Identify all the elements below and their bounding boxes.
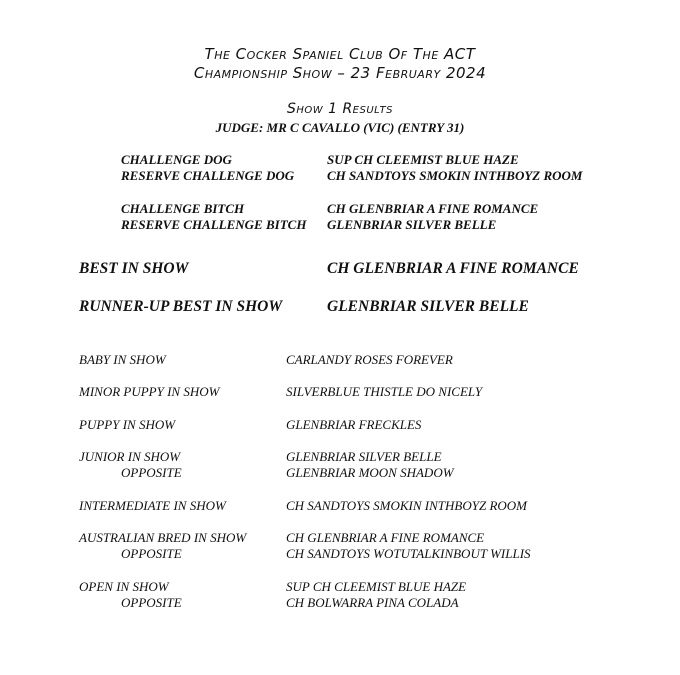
class-label: AUSTRALIAN BRED IN SHOW [79,530,247,545]
challenge-label: CHALLENGE DOG [121,152,232,167]
best-winner: CH GLENBRIAR A FINE ROMANCE [327,260,579,277]
class-label: OPPOSITE [121,465,182,480]
class-label: MINOR PUPPY IN SHOW [79,384,220,399]
challenge-winner: GLENBRIAR SILVER BELLE [327,217,497,232]
class-winner: SILVERBLUE THISTLE DO NICELY [286,384,483,399]
class-winner: CH GLENBRIAR A FINE ROMANCE [286,530,485,545]
best-label: BEST IN SHOW [79,260,189,277]
class-winner: CH SANDTOYS SMOKIN INTHBOYZ ROOM [286,498,528,513]
class-label: OPPOSITE [121,595,182,610]
challenge-label: RESERVE CHALLENGE DOG [121,168,295,183]
challenge-winner: SUP CH CLEEMIST BLUE HAZE [327,152,519,167]
class-label: OPPOSITE [121,546,182,561]
class-label: OPEN IN SHOW [79,579,169,594]
class-winner: GLENBRIAR FRECKLES [286,417,422,432]
class-winner: SUP CH CLEEMIST BLUE HAZE [286,579,467,594]
club-title: The Cocker Spaniel Club Of The ACT [204,45,476,63]
show-title: Championship Show – 23 February 2024 [193,64,487,82]
class-winner: CH BOLWARRA PINA COLADA [286,595,459,610]
best-label: RUNNER-UP BEST IN SHOW [79,298,283,315]
class-winner: CH SANDTOYS WOTUTALKINBOUT WILLIS [286,546,531,561]
class-label: INTERMEDIATE IN SHOW [79,498,226,513]
class-winner: CARLANDY ROSES FOREVER [286,352,453,367]
class-label: JUNIOR IN SHOW [79,449,181,464]
challenge-label: RESERVE CHALLENGE BITCH [121,217,307,232]
challenge-winner: CH GLENBRIAR A FINE ROMANCE [327,201,539,216]
class-label: BABY IN SHOW [79,352,166,367]
challenge-winner: CH SANDTOYS SMOKIN INTHBOYZ ROOM [327,168,583,183]
judge-line: JUDGE: MR C CAVALLO (VIC) (ENTRY 31) [215,120,465,135]
class-winner: GLENBRIAR MOON SHADOW [286,465,454,480]
class-winner: GLENBRIAR SILVER BELLE [286,449,442,464]
challenge-label: CHALLENGE BITCH [121,201,245,216]
class-label: PUPPY IN SHOW [79,417,176,432]
results-heading: Show 1 Results [286,101,394,117]
best-winner: GLENBRIAR SILVER BELLE [327,298,529,315]
